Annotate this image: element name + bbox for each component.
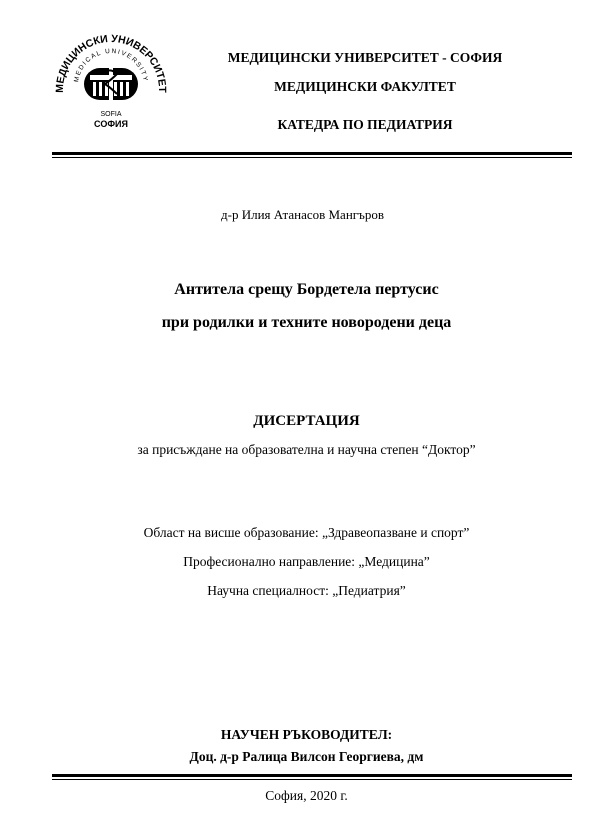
seal-text-sofia: SOFIA (100, 111, 122, 118)
university-building-icon (84, 66, 138, 102)
header-rule-thick (52, 152, 572, 155)
footer-rule-thick (52, 774, 572, 777)
degree-description: за присъждане на образователна и научна степен “Доктор” (137, 442, 476, 457)
title-line-2: при родилки и техните новородени деца (161, 314, 452, 331)
advisor-label: НАУЧЕН РЪКОВОДИТЕЛ: (220, 727, 393, 742)
dissertation-heading: ДИСЕРТАЦИЯ (253, 413, 360, 429)
field-area: Област на висше образование: „Здравеопазване и спорт” (143, 525, 470, 540)
title-line-1: Антитела срещу Бордетела пертусис (174, 281, 439, 298)
department-name: КАТЕДРА ПО ПЕДИАТРИЯ (277, 117, 453, 132)
seal-inner-text: MEDICAL UNIVERSITY (73, 47, 149, 83)
header-rule-thin (52, 157, 572, 158)
university-name: МЕДИЦИНСКИ УНИВЕРСИТЕТ - СОФИЯ (227, 50, 503, 65)
footer-rule-thin (52, 779, 572, 780)
seal-outer-text: МЕДИЦИНСКИ УНИВЕРСИТЕТ (53, 32, 169, 93)
field-specialty: Научна специалност: „Педиатрия” (207, 583, 406, 598)
university-seal (50, 22, 172, 144)
faculty-name: МЕДИЦИНСКИ ФАКУЛТЕТ (274, 79, 456, 94)
field-direction: Професионално направление: „Медицина” (183, 554, 430, 569)
advisor-name: Доц. д-р Ралица Вилсон Георгиева, дм (189, 749, 424, 764)
place-and-year: София, 2020 г. (265, 788, 348, 803)
author-name: д-р Илия Атанасов Мангъров (221, 207, 384, 222)
seal-text-sofia-cyrillic: СОФИЯ (94, 119, 128, 129)
